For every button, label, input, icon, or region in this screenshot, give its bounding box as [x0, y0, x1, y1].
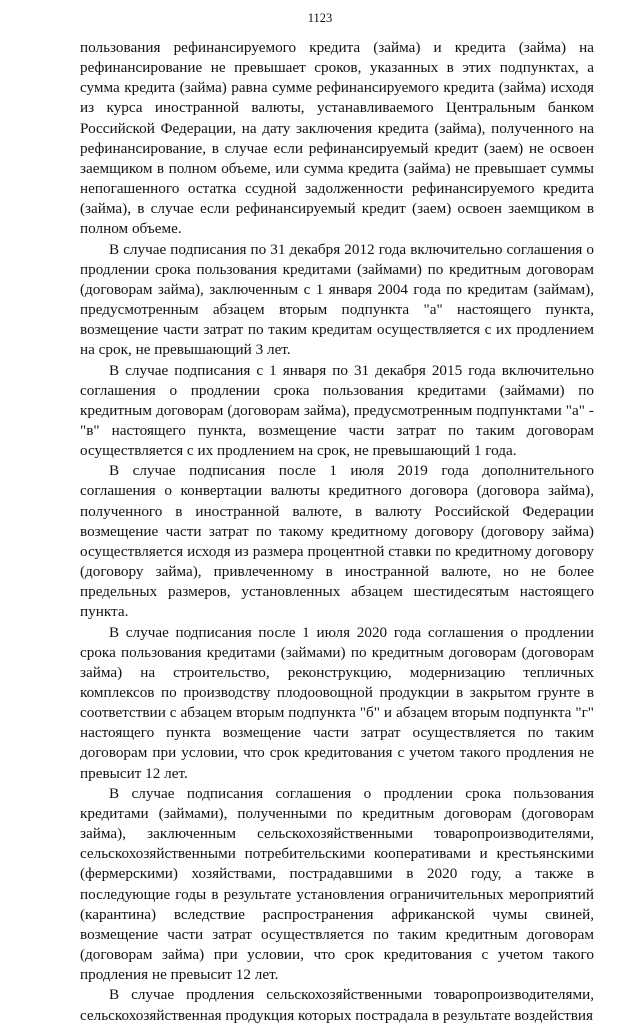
page-number: 1123	[307, 11, 333, 25]
paragraph-currency-conversion-2019: В случае подписания после 1 июля 2019 года дополнительного соглашения о конвертации валюты кредитного договора (договора займа), полученного в иностранной валюте, в валюту Российской Федерации возмещение части затрат по такому кредитному договору (договору займа) осуществляется исходя из размера процентной ставки по кредитному договору (договору займа), привлеченному в иностранной валюте, но не более предельных размеров, установленных абзацем шестидесятым настоящего пункта.	[80, 462, 594, 621]
paragraph-refinancing-continuation: пользования рефинансируемого кредита (займа) и кредита (займа) на рефинансирование не превышает сроков, указанных в этих подпунктах, а сумма кредита (займа) равна сумме рефинансируемого кредита (займа) исходя из курса иностранной валюты, устанавливаемого Центральным банком Российской Федерации, на дату заключения кредита (займа), полученного на рефинансирование, в случае если рефинансируемый кредит (заем) не освоен заемщиком в полном объеме, или сумма кредита (займа) не превышает суммы непогашенного остатка ссудной задолженности рефинансируемого кредита (займа), в случае если рефинансируемый кредит (заем) освоен заемщиком в полном объеме.	[80, 39, 594, 238]
paragraph-extension-2012: В случае подписания по 31 декабря 2012 года включительно соглашения о продлении срока пользования кредитами (займами) по кредитным договорам (договорам займа), заключенным с 1 января 2004 года по кредитам (займам), предусмотренным абзацем вторым подпункта "а" настоящего пункта, возмещение части затрат по таким кредитам осуществляется с их продлением на срок, не превышающий 3 лет.	[80, 240, 594, 359]
paragraph-african-swine-fever: В случае подписания соглашения о продлении срока пользования кредитами (займами), полученными по кредитным договорам (договорам займа), заключенным сельскохозяйственными товаропроизводителями, сельскохозяйственными потребительскими кооперативами и крестьянскими (фермерскими) хозяйствами, пострадавшими в 2020 году, а также в последующие годы в результате установления ограничительных мероприятий (карантина) вследствие распространения африканской чумы свиней, возмещение части затрат осуществляется по таким кредитным договорам (договорам займа) при условии, что срок кредитования с учетом такого продления не превысит 12 лет.	[80, 784, 594, 984]
paragraph-greenhouse-extension-2020: В случае подписания после 1 июля 2020 года соглашения о продлении срока пользования кредитами (займами) по кредитным договорам (договорам займа) на строительство, реконструкцию, модернизацию тепличных комплексов по производству плодоовощной продукции в закрытом грунте в соответствии с абзацем вторым подпункта "б" и абзацем вторым подпункта "г" настоящего пункта возмещение части затрат осуществляется по таким договорам при условии, что срок кредитования с учетом такого продления не превысит 12 лет.	[80, 623, 594, 782]
paragraph-extension-affected-producers: В случае продления сельскохозяйственными товаропроизводителями, сельскохозяйственная продукция которых пострадала в результате воздействия	[80, 986, 594, 1024]
paragraph-extension-2015: В случае подписания с 1 января по 31 декабря 2015 года включительно соглашения о продлении срока пользования кредитами (займами) по кредитным договорам (договорам займа), предусмотренным подпунктами "а" - "в" настоящего пункта, возмещение части затрат по таким договорам осуществляется с их продлением на срок, не превышающий 1 года.	[80, 361, 594, 460]
document-body	[80, 38, 594, 1026]
